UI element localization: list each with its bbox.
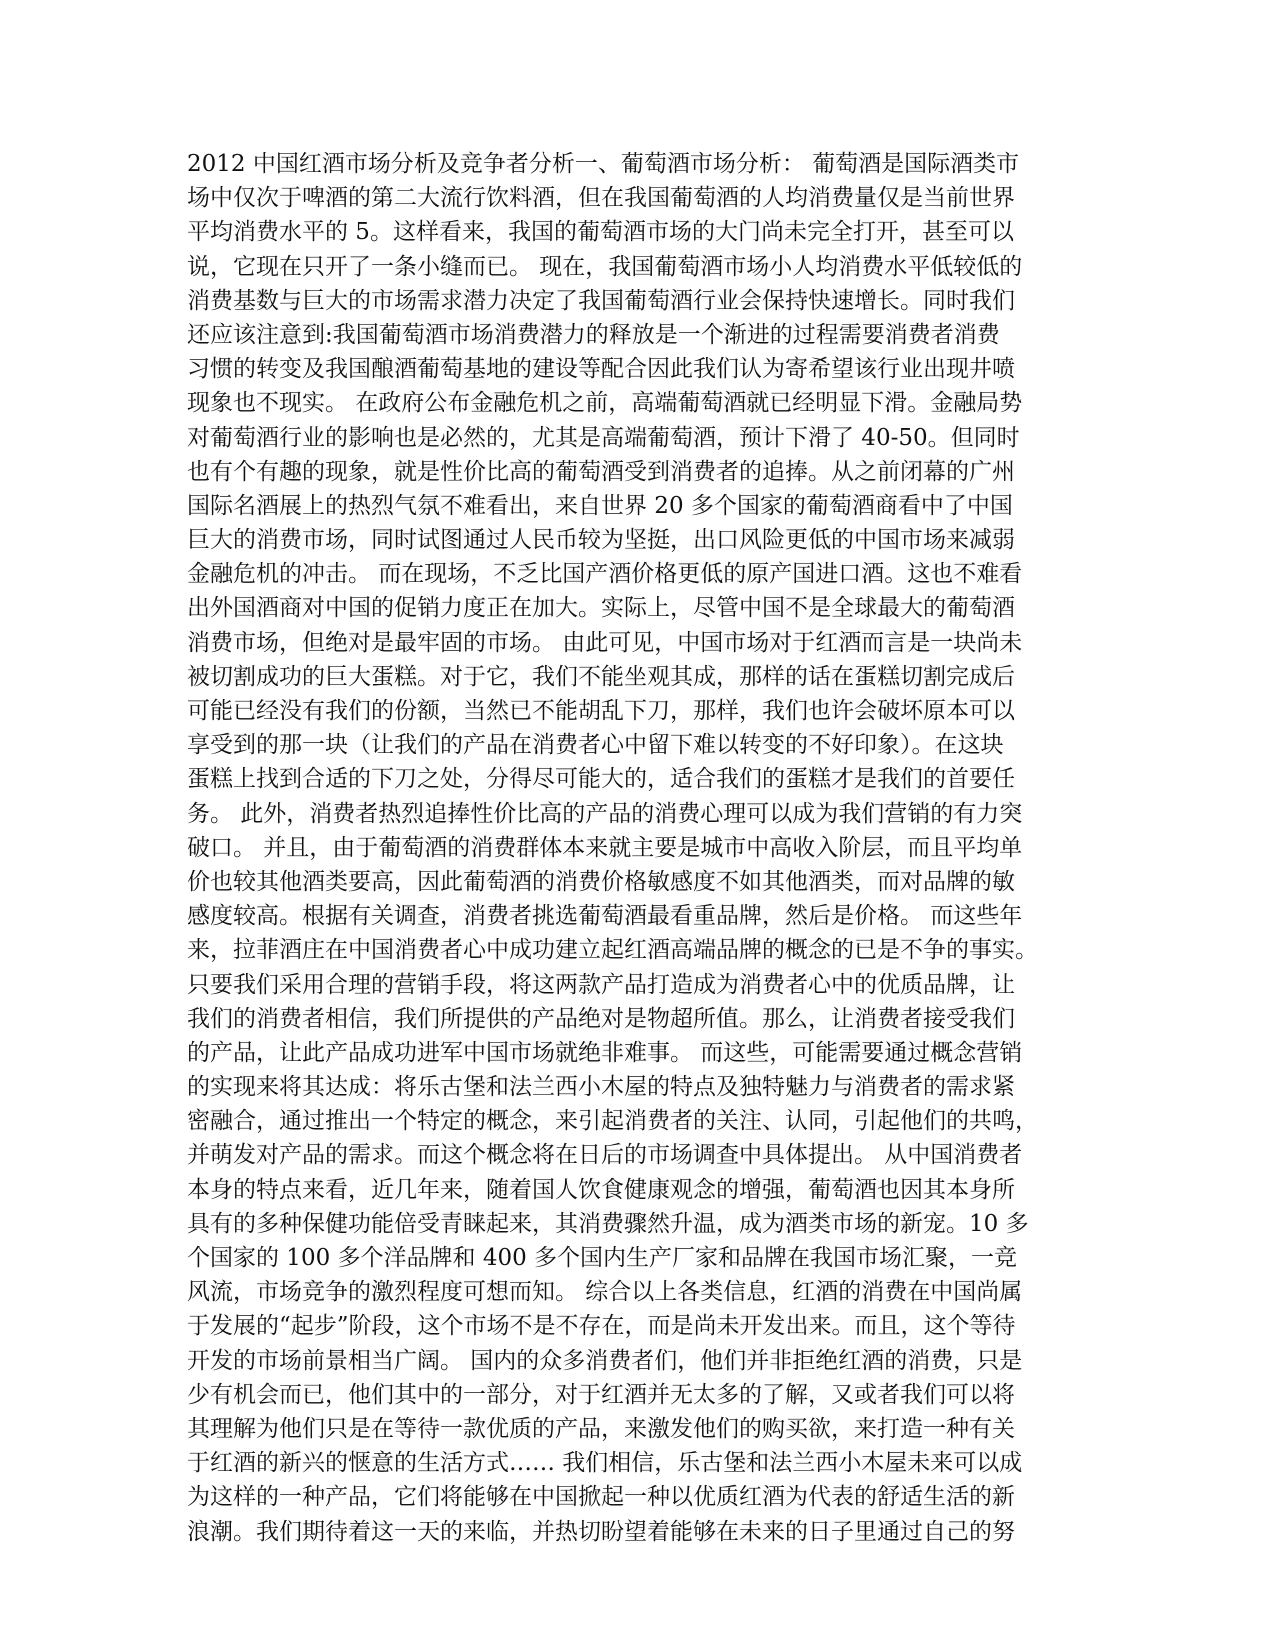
text-line: 场中仅次于啤酒的第二大流行饮料酒，但在我国葡萄酒的人均消费量仅是当前世界 [187,185,1015,212]
text-line: 的实现来将其达成：将乐古堡和法兰西小木屋的特点及独特魅力与消费者的需求紧 [187,1074,1015,1101]
text-line: 于发展的“起步”阶段，这个市场不是不存在，而是尚未开发出来。而且，这个等待 [187,1313,1016,1340]
text-line: 国际名酒展上的热烈气氛不难看出，来自世界 20 多个国家的葡萄酒商看中了中国 [187,492,1013,519]
text-line: 可能已经没有我们的份额，当然已不能胡乱下刀，那样，我们也许会破坏原本可以 [187,698,1015,724]
text-line: 对葡萄酒行业的影响也是必然的，尤其是高端葡萄酒，预计下滑了 40-50。但同时 [187,424,1020,451]
text-line: 还应该注意到:我国葡萄酒市场消费潜力的释放是一个渐进的过程需要消费者消费 [187,321,1000,348]
text-line: 金融危机的冲击。 而在现场，不乏比国产酒价格更低的原产国进口酒。这也不难看 [187,561,1023,588]
text-line: 我们的消费者相信，我们所提供的产品绝对是物超所值。那么，让消费者接受我们 [187,1005,1015,1032]
text-line: 少有机会而已，他们其中的一部分，对于红酒并无太多的了解，又或者我们可以将 [187,1381,1015,1408]
text-line: 巨大的消费市场，同时试图通过人民币较为坚挺，出口风险更低的中国市场来减弱 [187,527,1015,554]
text-line: 具有的多种保健功能倍受青睐起来，其消费骤然升温，成为酒类市场的新宠。10 多 [187,1210,1029,1237]
text-line: 享受到的那一块（让我们的产品在消费者心中留下难以转变的不好印象）。在这块 [187,732,1004,759]
text-line: 风流，市场竞争的激烈程度可想而知。 综合以上各类信息，红酒的消费在中国尚属 [187,1279,1023,1306]
text-line: 现象也不现实。 在政府公布金融危机之前，高端葡萄酒就已经明显下滑。金融局势 [187,390,1023,417]
text-line: 本身的特点来看，近几年来，随着国人饮食健康观念的增强，葡萄酒也因其本身所 [187,1176,1015,1203]
text-line: 务。 此外，消费者热烈追捧性价比高的产品的消费心理可以成为我们营销的有力突 [187,800,1023,827]
text-line: 习惯的转变及我国酿酒葡萄基地的建设等配合因此我们认为寄希望该行业出现井喷 [187,356,1015,383]
text-line: 消费市场，但绝对是最牢固的市场。 由此可见，中国市场对于红酒而言是一块尚未 [187,629,1023,656]
text-line: 也有个有趣的现象，就是性价比高的葡萄酒受到消费者的追捧。从之前闭幕的广州 [187,458,1015,485]
text-line: 浪潮。我们期待着这一天的来临，并热切盼望着能够在未来的日子里通过自己的努 [187,1518,1015,1545]
text-line: 价也较其他酒类要高，因此葡萄酒的消费价格敏感度不如其他酒类，而对品牌的敏 [187,868,1015,895]
text-line: 的产品，让此产品成功进军中国市场就绝非难事。 而这些，可能需要通过概念营销 [187,1039,1023,1066]
text-line: 出外国酒商对中国的促销力度正在加大。实际上，尽管中国不是全球最大的葡萄酒 [187,595,1015,622]
text-line: 来，拉菲酒庄在中国消费者心中成功建立起红酒高端品牌的概念的已是不争的事实。 [187,937,1038,964]
text-line: 于红酒的新兴的惬意的生活方式…… 我们相信，乐古堡和法兰西小木屋未来可以成 [187,1450,1023,1477]
text-line: 说，它现在只开了一条小缝而已。 现在，我国葡萄酒市场小人均消费水平低较低的 [187,253,1023,280]
text-line: 蛋糕上找到合适的下刀之处，分得尽可能大的，适合我们的蛋糕才是我们的首要任 [187,766,1015,793]
text-line: 感度较高。根据有关调查，消费者挑选葡萄酒最看重品牌，然后是价格。 而这些年 [187,903,1023,930]
text-line: 密融合，通过推出一个特定的概念，来引起消费者的关注、认同，引起他们的共鸣， [187,1108,1038,1135]
text-line: 2012 中国红酒市场分析及竞争者分析一、葡萄酒市场分析： 葡萄酒是国际酒类市 [187,151,1020,177]
text-line: 消费基数与巨大的市场需求潜力决定了我国葡萄酒行业会保持快速增长。同时我们 [187,287,1015,314]
text-line: 为这样的一种产品，它们将能够在中国掀起一种以优质红酒为代表的舒适生活的新 [187,1484,1015,1511]
text-line: 开发的市场前景相当广阔。 国内的众多消费者们，他们并非拒绝红酒的消费，只是 [187,1347,1023,1374]
text-line: 被切割成功的巨大蛋糕。对于它，我们不能坐观其成，那样的话在蛋糕切割完成后 [187,663,1015,690]
text-line: 平均消费水平的 5。这样看来，我国的葡萄酒市场的大门尚未完全打开，甚至可以 [187,219,1014,246]
text-line: 其理解为他们只是在等待一款优质的产品，来激发他们的购买欲，来打造一种有关 [187,1415,1015,1442]
body-text [187,147,1089,1549]
text-line: 破口。 并且，由于葡萄酒的消费群体本来就主要是城市中高收入阶层，而且平均单 [187,834,1023,861]
text-line: 个国家的 100 多个洋品牌和 400 多个国内生产厂家和品牌在我国市场汇聚，一竞 [187,1245,1018,1271]
text-line: 只要我们采用合理的营销手段，将这两款产品打造成为消费者心中的优质品牌，让 [187,971,1015,998]
text-line: 并萌发对产品的需求。而这个概念将在日后的市场调查中具体提出。 从中国消费者 [187,1142,1023,1169]
